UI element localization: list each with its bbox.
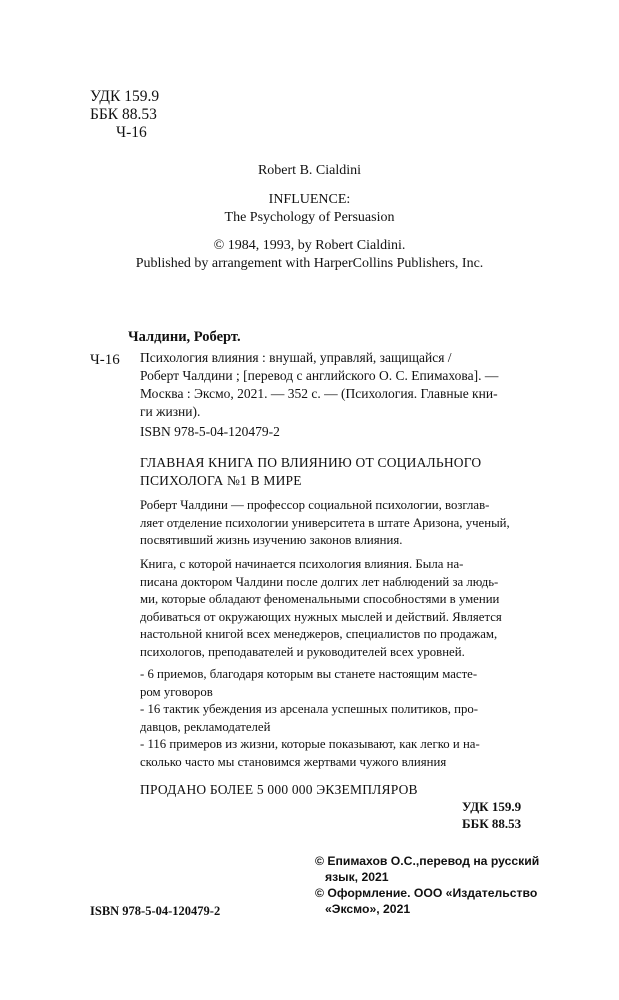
publisher-note: Published by arrangement with HarperCollins Publishers, Inc.	[135, 256, 484, 271]
tagline-line: ГЛАВНАЯ КНИГА ПО ВЛИЯНИЮ ОТ СОЦИАЛЬНОГО	[140, 455, 482, 470]
bullet-line: - 16 тактик убеждения из арсенала успешных политиков, про-	[140, 702, 479, 716]
tagline	[140, 454, 481, 490]
udk-code: УДК 159.9	[90, 88, 160, 105]
paragraph-line: настольной книгой всех менеджеров, специалистов по продажам,	[140, 627, 498, 641]
catalog-author: Чалдини, Роберт.	[128, 329, 241, 345]
tagline-line: ПСИХОЛОГА №1 В МИРЕ	[140, 473, 302, 488]
annotation-bullets	[140, 666, 480, 771]
catalog-description	[140, 349, 498, 421]
paragraph-line: ляет отделение психологии университета в штате Аризона, ученый,	[140, 515, 510, 530]
paragraph-line: писана доктором Чалдини после долгих лет наблюдений за людь-	[140, 574, 499, 589]
description-line: ги жизни).	[140, 404, 201, 419]
udk-code: УДК 159.9	[462, 799, 522, 814]
sold-copies: ПРОДАНО БОЛЕЕ 5 000 000 ЭКЗЕМПЛЯРОВ	[140, 782, 418, 797]
original-copyright: © 1984, 1993, by Robert Cialdini.	[213, 238, 406, 253]
bottom-classification	[462, 798, 521, 832]
copyright-line: © Оформление. ООО «Издательство	[315, 886, 538, 900]
top-classification	[90, 88, 159, 142]
description-line: Роберт Чалдини ; [перевод с английского О. С. Епимахова]. —	[140, 368, 499, 383]
paragraph-line: посвятивший жизнь изучению законов влияния.	[140, 533, 403, 547]
bullet-line: сколько часто мы становимся жертвами чужого влияния	[140, 754, 447, 769]
copyright-line: «Эксмо», 2021	[325, 902, 411, 916]
copyright-notices	[315, 853, 539, 917]
catalog-author-sign: Ч-16	[90, 352, 120, 368]
paragraph-line: Роберт Чалдини — профессор социальной психологии, возглав-	[140, 498, 490, 512]
paragraph-line: психологов, преподавателей и руководителей всех уровней.	[140, 644, 465, 659]
bbk-code: ББК 88.53	[462, 816, 522, 831]
isbn-bottom: ISBN 978-5-04-120479-2	[90, 904, 221, 918]
author-sign: Ч-16	[116, 124, 147, 141]
copyright-line: язык, 2021	[325, 870, 389, 884]
bbk-code: ББК 88.53	[90, 106, 157, 123]
paragraph-line: ми, которые обладают феноменальными способностями в умении	[140, 592, 500, 606]
bullet-line: давцов, рекламодателей	[140, 719, 271, 734]
original-author: Robert B. Cialdini	[257, 163, 362, 178]
description-line: Москва : Эксмо, 2021. — 352 с. — (Психология. Главные кни-	[140, 386, 498, 401]
bullet-line: - 6 приемов, благодаря которым вы станете настоящим масте-	[140, 667, 478, 681]
original-title: INFLUENCE:	[268, 192, 351, 207]
annotation-paragraph-2	[140, 556, 502, 661]
original-subtitle: The Psychology of Persuasion	[224, 210, 395, 225]
copyright-line: © Епимахов О.С.,перевод на русский	[315, 854, 540, 868]
annotation-paragraph-1	[140, 497, 510, 550]
paragraph-line: добиваться от окружающих нужных мыслей и действий. Является	[140, 609, 502, 624]
paragraph-line: Книга, с которой начинается психология влияния. Была на-	[140, 557, 464, 571]
catalog-isbn: ISBN 978-5-04-120479-2	[140, 424, 280, 439]
bullet-line: - 116 примеров из жизни, которые показывают, как легко и на-	[140, 737, 480, 751]
description-line: Психология влияния : внушай, управляй, защищайся /	[140, 350, 452, 365]
bullet-line: ром уговоров	[140, 684, 213, 699]
